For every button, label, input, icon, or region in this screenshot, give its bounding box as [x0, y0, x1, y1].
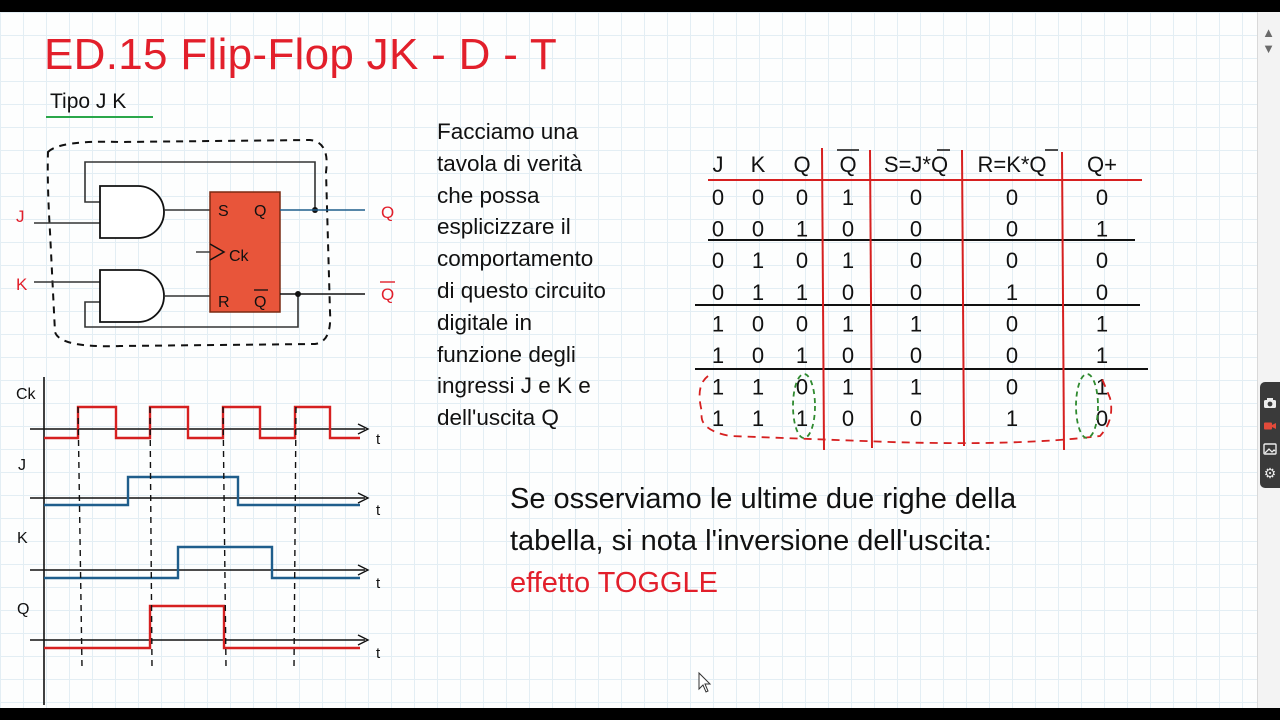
table-cell: 0: [711, 185, 725, 210]
signal-label-j: J: [18, 457, 26, 474]
table-cell: 1: [751, 279, 765, 305]
conclusion-line-2: tabella, si nota l'inversione dell'uscita:: [510, 525, 992, 557]
and-gate-top: [100, 186, 164, 238]
table-cell: 0: [1005, 343, 1019, 368]
table-cell: 0: [795, 185, 809, 210]
table-cell: 1: [1095, 216, 1109, 242]
output-q-label: Q: [381, 203, 395, 222]
floating-toolbar: [1260, 382, 1280, 488]
table-header-cell: S=J*Q: [883, 152, 949, 177]
table-cell: 0: [1005, 248, 1019, 274]
column-divider: [1062, 152, 1064, 450]
explanation-line: di questo circuito: [437, 277, 606, 303]
table-cell: 0: [841, 216, 855, 242]
table-cell: 0: [841, 343, 855, 368]
toggle-effect-text: effetto TOGGLE: [510, 567, 718, 599]
table-cell: 1: [1095, 311, 1109, 337]
table-cell: 0: [751, 343, 765, 368]
j-waveform: [44, 477, 360, 505]
ff-ck-label: Ck: [229, 248, 249, 265]
edge-marker-dashed: [294, 407, 296, 667]
table-cell: 0: [711, 216, 725, 242]
table-cell: 0: [1005, 216, 1019, 242]
explanation-line: comportamento: [437, 246, 594, 272]
table-cell: 0: [909, 248, 923, 274]
table-cell: 0: [795, 248, 809, 274]
table-header-cell: J: [712, 152, 724, 177]
table-cell: 0: [795, 311, 809, 337]
section-subtitle: Tipo J K: [50, 90, 127, 113]
video-icon[interactable]: [1263, 419, 1277, 433]
table-cell: 1: [841, 311, 855, 337]
signal-label-q: Q: [17, 601, 30, 618]
explanation-line: ingressi J e K e: [437, 373, 591, 399]
image-icon[interactable]: [1263, 442, 1277, 456]
output-qbar-label: Q: [381, 285, 395, 304]
circuit-boundary: [48, 140, 330, 346]
table-cell: 1: [909, 311, 923, 337]
table-cell: 0: [1095, 248, 1109, 274]
table-cell: 0: [909, 406, 923, 432]
table-cell: 0: [1095, 185, 1109, 210]
explanation-text: [437, 116, 687, 434]
axis-label-t: t: [376, 502, 381, 519]
table-cell: 1: [1095, 374, 1109, 400]
scroll-up-icon[interactable]: ▲: [1262, 25, 1275, 40]
conclusion-line-1: Se osserviamo le ultime due righe della: [510, 483, 1017, 515]
explanation-line: esplicizzare il: [437, 214, 571, 240]
table-cell: 1: [841, 248, 855, 274]
table-cell: 1: [795, 406, 809, 432]
whiteboard-page: [0, 12, 1280, 708]
table-header-cell: Q: [839, 152, 857, 177]
table-cell: 1: [751, 248, 765, 274]
camera-icon[interactable]: [1263, 396, 1277, 410]
table-cell: 0: [909, 185, 923, 210]
input-k-label: K: [16, 275, 28, 294]
axis-label-t: t: [376, 431, 381, 448]
table-cell: 1: [751, 374, 765, 400]
table-cell: 1: [1005, 406, 1019, 432]
ck-waveform: [44, 407, 360, 438]
table-cell: 1: [1095, 343, 1109, 368]
axis-label-t: t: [376, 645, 381, 662]
table-header-cell: Q: [793, 152, 811, 177]
table-cell: 0: [751, 185, 765, 210]
timing-diagram: [0, 367, 420, 707]
input-j-label: J: [16, 207, 25, 226]
column-divider: [962, 150, 964, 446]
table-cell: 0: [841, 279, 855, 305]
table-cell: 0: [909, 279, 923, 305]
table-cell: 1: [795, 343, 809, 368]
jk-flip-flop-circuit: [0, 112, 420, 372]
table-cell: 1: [711, 406, 725, 432]
q-waveform: [44, 606, 360, 648]
ff-qbar-label: Q: [254, 294, 267, 311]
table-header-cell: K: [750, 152, 766, 177]
table-cell: 0: [1095, 406, 1109, 432]
scroll-down-icon[interactable]: ▼: [1262, 41, 1275, 56]
table-cell: 0: [751, 311, 765, 337]
column-divider: [870, 150, 872, 448]
table-cell: 1: [711, 343, 725, 368]
conclusion-text: [510, 478, 1016, 604]
ff-r-label: R: [218, 294, 230, 311]
column-divider: [822, 148, 824, 450]
table-cell: 0: [1005, 374, 1019, 400]
k-waveform: [44, 547, 360, 578]
q-change-highlight: [1076, 374, 1098, 438]
explanation-line: che possa: [437, 182, 540, 208]
table-cell: 0: [751, 216, 765, 242]
explanation-line: digitale in: [437, 309, 533, 335]
table-cell: 1: [1005, 279, 1019, 305]
table-cell: 0: [909, 343, 923, 368]
table-cell: 1: [841, 185, 855, 210]
ff-q-label: Q: [254, 203, 267, 220]
axis-label-t: t: [376, 575, 381, 592]
truth-table: [690, 130, 1160, 460]
table-cell: 1: [711, 311, 725, 337]
explanation-line: funzione degli: [437, 341, 576, 367]
table-cell: 1: [751, 406, 765, 432]
ff-s-label: S: [218, 203, 229, 220]
table-cell: 1: [795, 216, 809, 242]
page-title: ED.15 Flip-Flop JK - D - T: [44, 30, 558, 79]
right-scroll-strip[interactable]: [1257, 12, 1280, 708]
explanation-line: tavola di verità: [437, 150, 583, 176]
edge-marker-dashed: [78, 407, 82, 667]
table-cell: 0: [711, 248, 725, 274]
signal-label-k: K: [17, 530, 28, 547]
settings-icon[interactable]: ⚙: [1263, 465, 1277, 481]
table-cell: 0: [795, 374, 809, 400]
table-header-cell: R=K*Q: [977, 152, 1047, 177]
table-header-cell: Q+: [1087, 152, 1117, 177]
signal-label-ck: Ck: [16, 386, 36, 403]
table-cell: 1: [795, 279, 809, 305]
table-cell: 0: [1095, 279, 1109, 305]
mouse-cursor-icon: [698, 672, 712, 694]
explanation-line: Facciamo una: [437, 119, 579, 144]
and-gate-bottom: [100, 270, 164, 322]
table-cell: 1: [909, 374, 923, 400]
table-cell: 0: [711, 279, 725, 305]
table-cell: 0: [909, 216, 923, 242]
table-cell: 0: [1005, 185, 1019, 210]
explanation-line: dell'uscita Q: [437, 405, 559, 431]
table-cell: 0: [1005, 311, 1019, 337]
table-cell: 1: [711, 374, 725, 400]
table-cell: 1: [841, 374, 855, 400]
table-cell: 0: [841, 406, 855, 432]
